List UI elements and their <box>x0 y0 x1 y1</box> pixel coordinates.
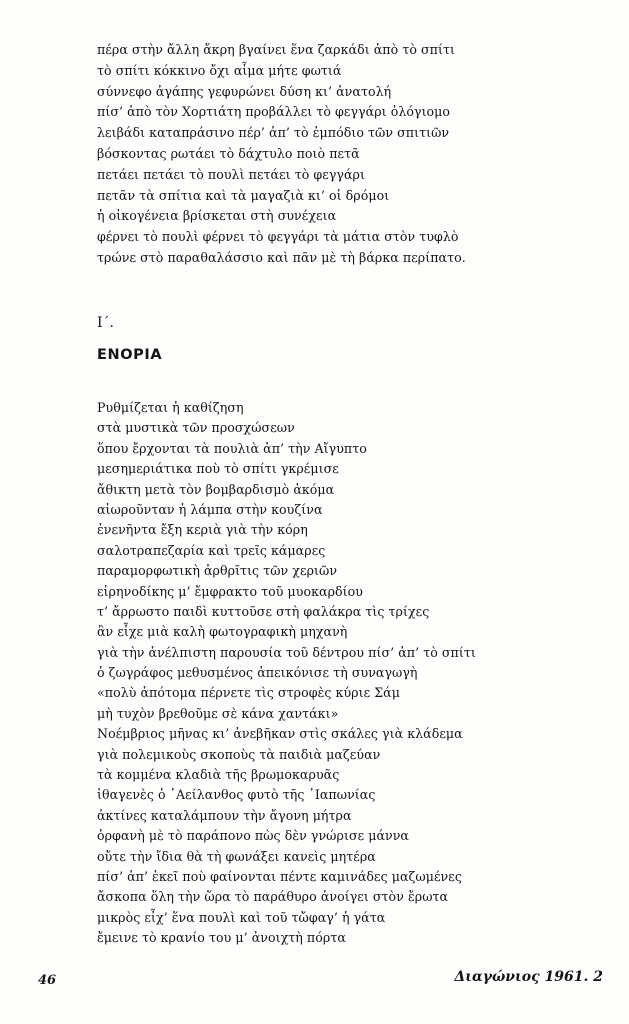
poem-line: σαλοτραπεζαρία καὶ τρεῖς κάμαρες <box>97 542 326 558</box>
poem-line: λειβάδι καταπράσινο πέρ’ ἀπ’ τὸ ἐμπόδιο τῶν σπιτιῶν <box>97 125 450 141</box>
poem-line: μεσημεριάτικα ποὺ τὸ σπίτι γκρέμισε <box>97 461 339 477</box>
page-number: 46 <box>38 973 57 988</box>
poem-line: πετᾶν τὰ σπίτια καὶ τὰ μαγαζιὰ κι’ οἱ δρόμοι <box>97 187 390 203</box>
poem-line: ἄθικτη μετὰ τὸν βομβαρδισμὸ ἀκόμα <box>97 481 335 497</box>
journal-issue-label: Διαγώνιος 1961. 2 <box>454 969 603 985</box>
poem-line: μὴ τυχὸν βρεθοῦμε σὲ κάνα χαντάκι» <box>97 705 339 721</box>
poem-line: Ρυθμίζεται ἡ καθίζηση <box>97 400 244 415</box>
poem-line: τρώνε στὸ παραθαλάσσιο καὶ πᾶν μὲ τὴ βάρκα περίπατο. <box>97 249 466 265</box>
poem-line: αἰωροῦνταν ἡ λάμπα στὴν κουζίνα <box>97 501 323 517</box>
poem-line: ἂν εἶχε μιὰ καλὴ φωτογραφικὴ μηχανὴ <box>97 624 348 640</box>
poem-line: παραμορφωτικὴ ἀρθρῖτις τῶν χεριῶν <box>97 563 338 579</box>
poem-line: εἰρηνοδίκης μ’ ἔμφρακτο τοῦ μυοκαρδίου <box>97 583 363 599</box>
poem-line: πίσ’ ἀπ’ ἐκεῖ ποὺ φαίνονται πέντε καμινάδες μαζωμένες <box>97 868 462 884</box>
poem-line: «πολὺ ἀπότομα πέρνετε τὶς στροφὲς κύριε Σάμ <box>97 685 400 701</box>
poem-line: τὰ κομμένα κλαδιὰ τῆς βρωμοκαρυᾶς <box>97 767 340 783</box>
section-number: Ι΄. <box>97 315 114 331</box>
poem-line: τὸ σπίτι κόκκινο ὄχι αἷμα μήτε φωτιά <box>97 62 342 78</box>
poem-line: γιὰ πολεμικοὺς σκοποὺς τὰ παιδιὰ μαζεύαν <box>97 746 381 762</box>
poem-continuation <box>97 40 466 269</box>
poem-line: βόσκοντας ρωτάει τὸ δάχτυλο ποιὸ πετᾶ <box>97 145 360 161</box>
poem-line: φέρνει τὸ πουλὶ φέρνει τὸ φεγγάρι τὰ μάτια στὸν τυφλὸ <box>97 229 459 245</box>
poem-line: ὅπου ἔρχονται τὰ πουλιὰ ἀπ’ τὴν Αἴγυπτο <box>97 440 367 456</box>
section-title: ΕΝΟΡΙΑ <box>97 347 163 363</box>
poem-line: ἐνενῆντα ἔξη κεριὰ γιὰ τὴν κόρη <box>97 522 308 538</box>
poem-line: πετάει πετάει τὸ πουλὶ πετάει τὸ φεγγάρι <box>97 166 365 182</box>
poem-enoria <box>97 398 476 949</box>
poem-line: ἡ οἰκογένεια βρίσκεται στὴ συνέχεια <box>97 208 337 224</box>
poem-line: ὁ ζωγράφος μεθυσμένος ἀπεικόνισε τὴ συναγωγὴ <box>97 665 418 681</box>
poem-line: ἔμεινε τὸ κρανίο του μ’ ἀνοιχτὴ πόρτα <box>97 930 346 946</box>
poem-line: ἀκτίνες καταλάμπουν τὴν ἄγονη μήτρα <box>97 807 352 823</box>
poem-line: ἰθαγενὲς ὁ ᾽Αείλανθος φυτὸ τῆς ᾽Ιαπωνίας <box>97 787 376 803</box>
poem-line: στὰ μυστικὰ τῶν προσχώσεων <box>97 420 295 436</box>
poem-line: μικρὸς εἶχ’ ἕνα πουλὶ καὶ τοῦ τὤφαγ’ ἡ γάτα <box>97 909 386 925</box>
poem-line: σύννεφο ἀγάπης γεφυρώνει δύση κι’ ἀνατολή <box>97 83 392 99</box>
poem-line: τ’ ἄρρωστο παιδὶ κυττοῦσε στὴ φαλάκρα τὶς τρίχες <box>97 603 430 619</box>
poem-line: ὀρφανὴ μὲ τὸ παράπονο πὼς δὲν γνώρισε μάννα <box>97 828 409 844</box>
poem-line: πίσ’ ἀπὸ τὸν Χορτιάτη προβάλλει τὸ φεγγάρι ὁλόγιομο <box>97 104 451 120</box>
poem-line: ἄσκοπα ὅλη τὴν ὥρα τὸ παράθυρο ἀνοίγει στὸν ἔρωτα <box>97 889 449 905</box>
poem-line: πέρα στὴν ἄλλη ἄκρη βγαίνει ἕνα ζαρκάδι ἀπὸ τὸ σπίτι <box>97 42 455 57</box>
poem-line: Νοέμβριος μῆνας κι’ ἀνεβῆκαν στὶς σκάλες γιὰ κλάδεμα <box>97 726 463 742</box>
poem-line: οὔτε τὴν ἴδια θὰ τὴ φωνάξει κανεὶς μητέρα <box>97 848 376 864</box>
poem-line: γιὰ τὴν ἀνέλπιστη παρουσία τοῦ δέντρου πίσ’ ἀπ’ τὸ σπίτι <box>97 644 476 660</box>
